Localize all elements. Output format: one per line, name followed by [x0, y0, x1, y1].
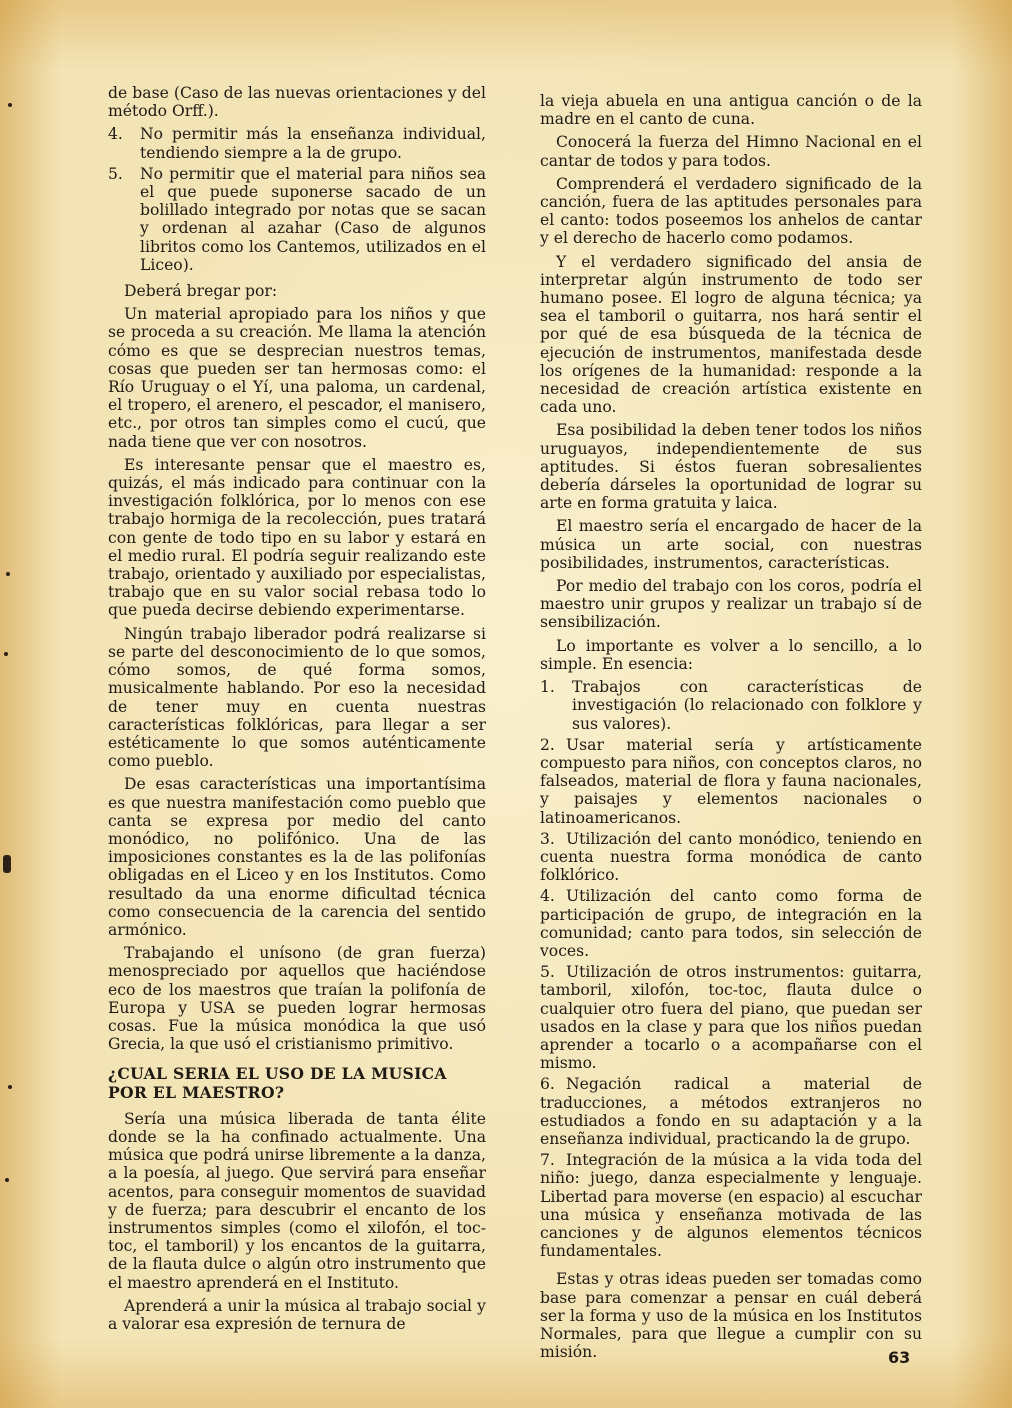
list-text: Utilización del canto monódico, teniendo en cuenta nuestra forma monódica de canto folklórico.	[540, 829, 922, 885]
paragraph: Deberá bregar por:	[124, 282, 278, 301]
list-number: 3.	[540, 829, 555, 848]
page-number: 63	[888, 1348, 911, 1367]
list-text: Integración de la música a la vida toda del niño: juego, danza especialmente y lenguaje. Libertad para moverse (en espacio) al escuchar una música y enseñanza motivada de las canciones y de algunos elementos técnicos fundamentales.	[540, 1151, 922, 1261]
list-number: 2.	[540, 735, 555, 754]
paper-speck	[3, 855, 11, 873]
list-number: 5.	[108, 164, 123, 183]
paragraph: Y el verdadero significado del ansia de interpretar algún instrumento de todo ser humano posee. El logro de alguna técnica; ya sea el tamboril o guitarra, nos hará sentir el por qué de esa búsqueda de la técnica de ejecución de instrumentos, manifestada desde los orígenes de la humanidad: responde a la necesidad de creación artística existente en cada uno.	[540, 252, 922, 417]
list-item	[108, 165, 486, 274]
list-text: Negación radical a material de traducciones, a métodos extranjeros no estudiados a fondo en su adaptación y a la enseñanza individual, practicando la de grupo.	[540, 1075, 922, 1148]
paper-speck	[6, 572, 10, 576]
list-item	[540, 887, 922, 960]
list-item	[540, 678, 922, 733]
paragraph: de base (Caso de las nuevas orientaciones y del método Orff.).	[108, 84, 486, 121]
paragraph: Ningún trabajo liberador podrá realizarse si se parte del desconocimiento de lo que somos, cómo somos, de qué forma somos, musicalmente hablando. Por eso la necesidad de tener muy en cuenta nuestras características folklóricas, para llegar a ser estéticamente lo que somos auténticamente como pueblo.	[108, 624, 486, 771]
list-number: 1.	[540, 678, 555, 697]
list-item	[108, 125, 486, 161]
paragraph: Lo importante es volver a lo sencillo, a lo simple. En esencia:	[540, 636, 922, 673]
list-item	[540, 1075, 922, 1148]
left-column	[108, 84, 486, 1338]
paragraph: Por medio del trabajo con los coros, podría el maestro unir grupos y realizar un trabajo sí de sensibilización.	[540, 577, 922, 632]
list-text: Usar material sería y artísticamente compuesto para niños, con conceptos claros, no falseados, material de flora y fauna nacionales, y paisajes y elementos nacionales o latinoamericanos.	[540, 735, 922, 827]
paragraph: Trabajando el unísono (de gran fuerza) menospreciado por aquellos que haciéndose eco de los maestros que traían la polifonía de Europa y USA se pueden lograr hermosas cosas. Fue la música monódica la que usó Grecia, la que usó el cristianismo primitivo.	[108, 944, 486, 1054]
list-text: Trabajos con características de investigación (lo relacionado con folklore y sus valores).	[572, 678, 922, 733]
paper-speck	[5, 1178, 9, 1182]
paragraph: Es interesante pensar que el maestro es, quizás, el más indicado para continuar con la investigación folklórica, por lo menos con ese trabajo hormiga de la recolección, pues tratará con gente de todo tipo en su labor y estará en el medio rural. El podría seguir realizando este trabajo, orientado y auxiliado por especialistas, trabajo que en su valor social rebasa todo lo que pueda decirse debiendo experimentarse.	[108, 455, 486, 620]
paragraph: Un material apropiado para los niños y que se proceda a su creación. Me llama la atención cómo es que se desprecian nuestros temas, cosas que pueden ser tan hermosas como: el Río Uruguay o el Yí, una paloma, un cardenal, el tropero, el arenero, el pescador, el manisero, etc., por otros tan simples como el cucú, que nada tiene que ver con nosotros.	[108, 305, 486, 451]
right-column	[540, 92, 922, 1366]
paragraph: la vieja abuela en una antigua canción o de la madre en el canto de cuna.	[540, 92, 922, 129]
list-item	[540, 830, 922, 885]
paper-speck	[4, 652, 8, 656]
paragraph: Estas y otras ideas pueden ser tomadas como base para comenzar a pensar en cuál deberá ser la forma y uso de la música en los Institutos Normales, para que llegue a cumplir con su misión.	[540, 1270, 922, 1362]
list-number: 6.	[540, 1075, 555, 1094]
list-text: Utilización del canto como forma de participación de grupo, de integración en la comunidad; canto para todos, sin selección de voces.	[540, 887, 922, 960]
list-item	[540, 963, 922, 1072]
list-number: 5.	[540, 963, 555, 982]
paragraph: Aprenderá a unir la música al trabajo social y a valorar esa expresión de ternura de	[108, 1296, 486, 1333]
paragraph: Comprenderá el verdadero significado de la canción, fuera de las aptitudes personales para el canto: todos poseemos los anhelos de cantar y el derecho de hacerlo como podamos.	[540, 174, 922, 248]
paragraph: El maestro sería el encargado de hacer de la música un arte social, con nuestras posibilidades, instrumentos, características.	[540, 517, 922, 572]
list-number: 4.	[540, 887, 555, 906]
paragraph: Sería una música liberada de tanta élite donde se la ha confinado actualmente. Una música que podrá unirse libremente a la danza, a la poesía, al juego. Que servirá para enseñar acentos, para conseguir momentos de suavidad y de fuerza; para descubrir el encanto de los instrumentos simples (como el xilofón, el toc-toc, el tamboril) y los encantos de la guitarra, de la flauta dulce o algún otro instrumento que el maestro aprenderá en el Instituto.	[108, 1109, 486, 1292]
paper-speck	[8, 103, 12, 107]
list-text: No permitir que el material para niños sea el que puede suponerse sacado de un bolillado integrado por notas que se sacan y ordenan al azahar (Caso de algunos libritos como los Cantemos, utilizados en el Liceo).	[140, 164, 486, 274]
list-text: Utilización de otros instrumentos: guitarra, tamboril, xilofón, toc-toc, flauta dulce o cualquier otro fuera del piano, que puedan ser usados en la clase y para que los niños puedan aprender a tocarlo o a acompañarse con el mismo.	[540, 963, 922, 1073]
section-heading: ¿CUAL SERIA EL USO DE LA MUSICA POR EL MAESTRO?	[108, 1064, 447, 1102]
paragraph: Esa posibilidad la deben tener todos los niños uruguayos, independientemente de sus aptitudes. Si éstos fueran sobresalientes debería dárseles la oportunidad de lograr su arte en forma gratuita y laica.	[540, 421, 922, 513]
list-item	[540, 736, 922, 827]
paragraph: Conocerá la fuerza del Himno Nacional en el cantar de todos y para todos.	[540, 133, 922, 170]
paragraph: De esas características una importantísima es que nuestra manifestación como pueblo que canta se expresa por medio del canto monódico, no polifónico. Una de las imposiciones constantes es la de las polifonías obligadas en el Liceo y en los Institutos. Como resultado da una enorme dificultad técnica como consecuencia de la carencia del sentido armónico.	[108, 775, 486, 939]
list-item	[540, 1151, 922, 1260]
list-text: No permitir más la enseñanza individual, tendiendo siempre a la de grupo.	[140, 125, 486, 162]
list-number: 7.	[540, 1151, 555, 1170]
paper-speck	[8, 1085, 12, 1089]
list-number: 4.	[108, 125, 123, 144]
